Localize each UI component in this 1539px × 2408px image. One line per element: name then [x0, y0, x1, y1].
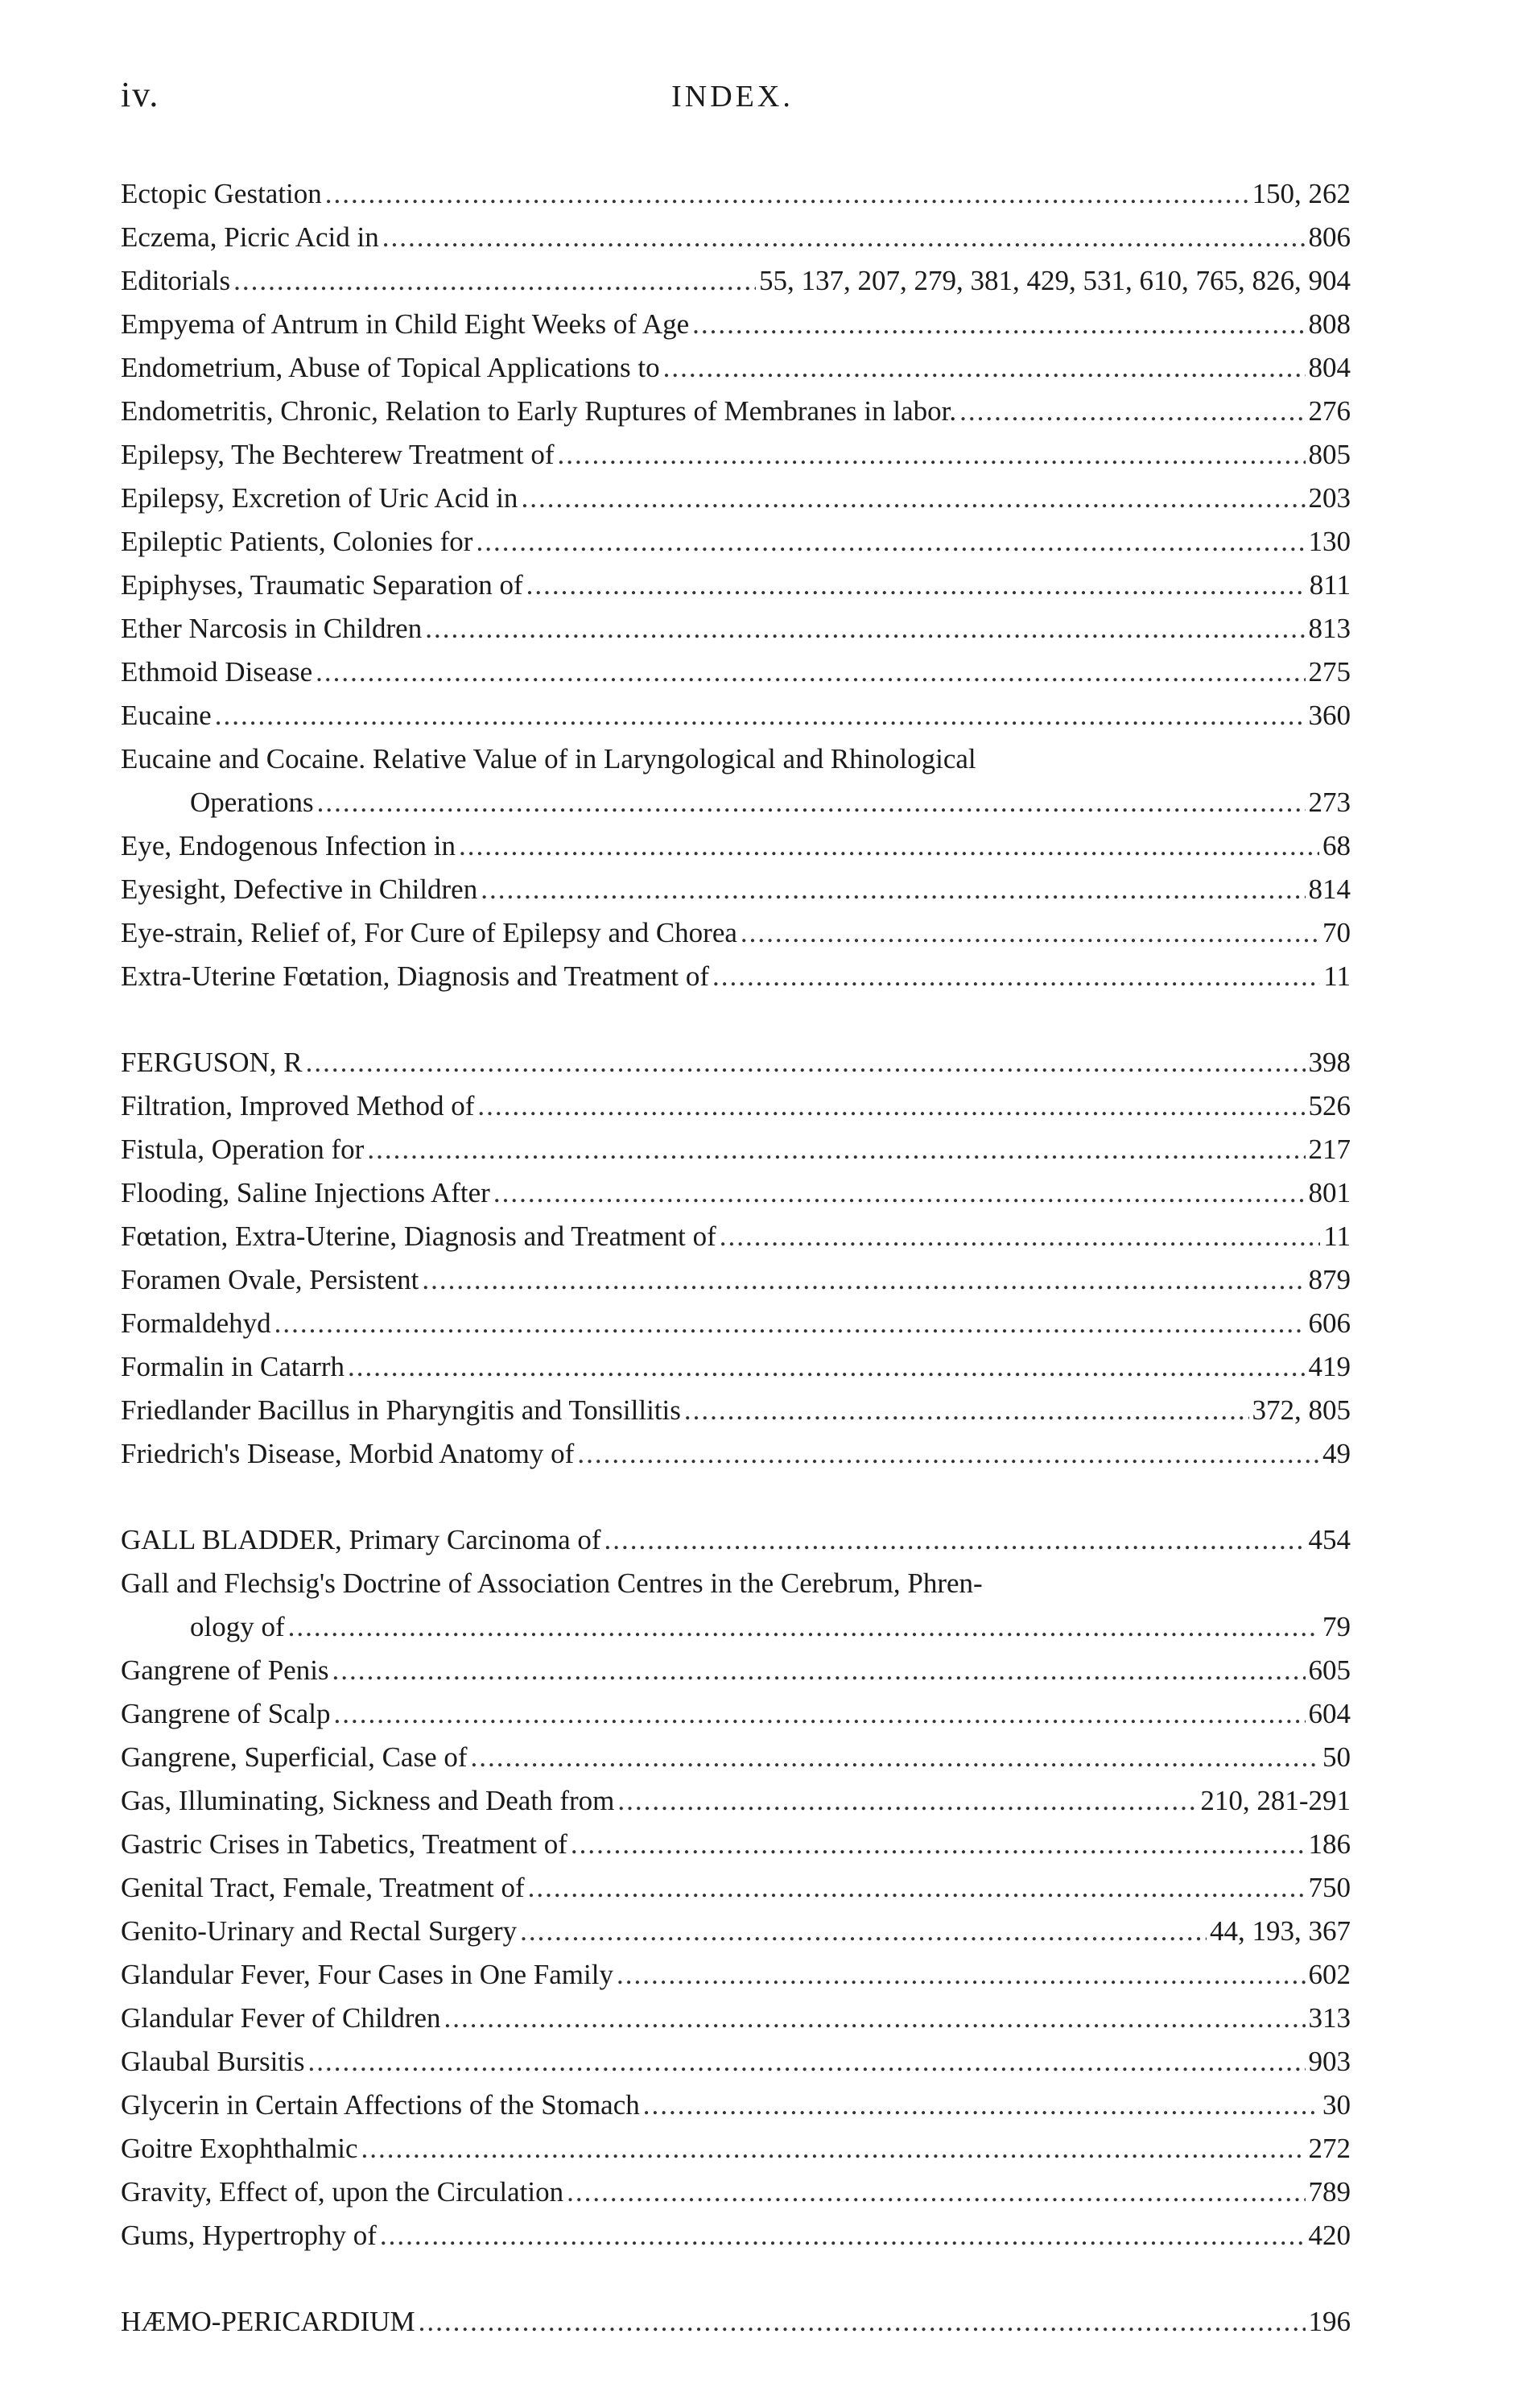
dot-leader — [348, 1345, 1305, 1389]
index-entry-term: Epiphyses, Traumatic Separation of — [121, 569, 523, 601]
dot-leader — [316, 651, 1305, 694]
index-entry-term: Glaubal Bursitis — [121, 2046, 305, 2077]
dot-leader — [493, 1171, 1306, 1215]
index-entry-term: Goitre Exophthalmic — [121, 2133, 358, 2164]
index-entry — [121, 1345, 1351, 1389]
index-entry — [121, 2300, 1351, 2344]
index-entry — [121, 781, 1351, 824]
dot-leader — [419, 2300, 1306, 2344]
dot-leader — [617, 1779, 1197, 1823]
dot-leader — [317, 781, 1306, 824]
index-entry-pages: 186 — [1308, 1828, 1351, 1860]
index-entry-pages: 203 — [1308, 482, 1351, 514]
index-entry-pages: 360 — [1308, 700, 1351, 731]
index-entry-term: Extra-Uterine Fœtation, Diagnosis and Treatment of — [121, 960, 709, 992]
index-entry-term: Friedlander Bacillus in Pharyngitis and Tonsillitis — [121, 1394, 681, 1426]
index-entry-pages: 11 — [1323, 1221, 1351, 1252]
index-entry-term: Gravity, Effect of, upon the Circulation — [121, 2176, 564, 2208]
dot-leader — [382, 216, 1306, 259]
index-entry-term: Gas, Illuminating, Sickness and Death from — [121, 1785, 615, 1816]
index-entry-term: Filtration, Improved Method of — [121, 1090, 475, 1121]
index-entry-term: Genito-Urinary and Rectal Surgery — [121, 1915, 518, 1947]
index-entry-term: Endometritis, Chronic, Relation to Early Ruptures of Membranes in labor. — [121, 395, 957, 427]
index-entry-pages: 420 — [1308, 2220, 1351, 2251]
dot-leader — [333, 1692, 1305, 1736]
index-entry — [121, 1605, 1351, 1649]
index-entry-term: Eczema, Picric Acid in — [121, 221, 379, 253]
index-entry-term: Glycerin in Certain Affections of the Stomach — [121, 2089, 640, 2121]
index-entry — [121, 1779, 1351, 1823]
index-entry-term: Endometrium, Abuse of Topical Applications to — [121, 352, 660, 383]
dot-leader — [684, 1389, 1249, 1432]
dot-leader — [526, 564, 1306, 607]
index-entry-term: Gangrene of Scalp — [121, 1698, 331, 1729]
index-entry — [121, 564, 1351, 607]
index-entry — [121, 1128, 1351, 1171]
index-entry-pages: 196 — [1308, 2306, 1351, 2337]
dot-leader — [520, 1910, 1207, 1953]
index-section — [121, 1518, 1351, 2257]
index-entry — [121, 1823, 1351, 1866]
dot-leader — [959, 390, 1305, 433]
dot-leader — [288, 1605, 1319, 1649]
index-entry-term: GALL BLADDER, Primary Carcinoma of — [121, 1524, 601, 1555]
index-entry — [121, 824, 1351, 868]
dot-leader — [459, 824, 1319, 868]
index-entry — [121, 303, 1351, 346]
index-entry-term: Epilepsy, Excretion of Uric Acid in — [121, 482, 518, 514]
index-entry-pages: 398 — [1308, 1047, 1351, 1078]
index-entry-term: Eye, Endogenous Infection in — [121, 830, 456, 861]
dot-leader — [692, 303, 1305, 346]
index-entry — [121, 1649, 1351, 1692]
index-section — [121, 2300, 1351, 2344]
index-entry-term: Gall and Flechsig's Doctrine of Association Centres in the Cerebrum, Phren- — [121, 1567, 983, 1599]
index-entry-term: Editorials — [121, 265, 231, 296]
index-entry-pages: 605 — [1308, 1654, 1351, 1686]
index-entry-pages: 750 — [1308, 1872, 1351, 1903]
dot-leader — [577, 1432, 1319, 1476]
index-entry-pages: 808 — [1308, 308, 1351, 340]
index-entry-pages: 604 — [1308, 1698, 1351, 1729]
dot-leader — [274, 1302, 1306, 1345]
index-entry-pages: 275 — [1308, 656, 1351, 688]
index-entry-pages: 602 — [1308, 1959, 1351, 1990]
index-entry-term: Fistula, Operation for — [121, 1134, 365, 1165]
index-entry — [121, 1258, 1351, 1302]
dot-leader — [521, 477, 1305, 520]
dot-leader — [361, 2127, 1306, 2171]
index-entry-term: Genital Tract, Female, Treatment of — [121, 1872, 525, 1903]
index-entry-pages: 606 — [1308, 1307, 1351, 1339]
dot-leader — [380, 2214, 1306, 2257]
index-entry-pages: 44, 193, 367 — [1210, 1915, 1351, 1947]
index-entry-pages: 217 — [1308, 1134, 1351, 1165]
running-head — [121, 74, 1344, 130]
index-entry-continuation: ology of — [190, 1611, 285, 1642]
index-entry-pages: 130 — [1308, 526, 1351, 557]
index-section — [121, 172, 1351, 998]
index-entry — [121, 172, 1351, 216]
index-entry-term: Gums, Hypertrophy of — [121, 2220, 377, 2251]
index-entry — [121, 1953, 1351, 1997]
dot-leader — [306, 1041, 1306, 1084]
index-entry-term: Fœtation, Extra-Uterine, Diagnosis and Treatment of — [121, 1221, 716, 1252]
dot-leader — [476, 520, 1305, 564]
dot-leader — [215, 694, 1306, 737]
dot-leader — [444, 1997, 1306, 2040]
index-entry — [121, 1910, 1351, 1953]
index-entry — [121, 2084, 1351, 2127]
index-entry-pages: 526 — [1308, 1090, 1351, 1121]
index-entry-term: Friedrich's Disease, Morbid Anatomy of — [121, 1438, 575, 1469]
index-entry-term: Ethmoid Disease — [121, 656, 313, 688]
index-entry-term: Glandular Fever of Children — [121, 2002, 441, 2034]
index-entry — [121, 346, 1351, 390]
index-entry-pages: 276 — [1308, 395, 1351, 427]
index-entry-pages: 789 — [1308, 2176, 1351, 2208]
index-entry-term: Glandular Fever, Four Cases in One Family — [121, 1959, 613, 1990]
index-entry-term: Ectopic Gestation — [121, 178, 322, 209]
index-entry — [121, 694, 1351, 737]
index-entry-pages: 454 — [1308, 1524, 1351, 1555]
index-entry-continuation: Operations — [190, 787, 314, 818]
dot-leader — [557, 433, 1305, 477]
index-entry-term: Empyema of Antrum in Child Eight Weeks of Age — [121, 308, 690, 340]
index-entry-term: Gastric Crises in Tabetics, Treatment of — [121, 1828, 567, 1860]
index-entry — [121, 1692, 1351, 1736]
dot-leader — [567, 2171, 1305, 2214]
index-entry-pages: 79 — [1322, 1611, 1351, 1642]
dot-leader — [477, 1084, 1305, 1128]
index-entry-pages: 372, 805 — [1252, 1394, 1351, 1426]
index-entry — [121, 520, 1351, 564]
index-entry — [121, 1866, 1351, 1910]
dot-leader — [643, 2084, 1319, 2127]
index-entry-term: HÆMO-PERICARDIUM — [121, 2306, 415, 2337]
index-entry-term: Gangrene of Penis — [121, 1654, 329, 1686]
index-entry-term: Gangrene, Superficial, Case of — [121, 1741, 468, 1773]
index-entry — [121, 1736, 1351, 1779]
index-entry — [121, 2127, 1351, 2171]
index-entry-pages: 55, 137, 207, 279, 381, 429, 531, 610, 765, 826, 904 — [759, 265, 1351, 296]
dot-leader — [367, 1128, 1305, 1171]
page-number: iv. — [121, 75, 160, 114]
index-entry — [121, 2040, 1351, 2084]
index-entry-term: Flooding, Saline Injections After — [121, 1177, 490, 1208]
index-entry — [121, 2171, 1351, 2214]
index-entry-pages: 419 — [1308, 1351, 1351, 1382]
index-entry-term: Epilepsy, The Bechterew Treatment of — [121, 439, 555, 470]
index-entry-term: Eyesight, Defective in Children — [121, 874, 478, 905]
dot-leader — [617, 1953, 1306, 1997]
index-entry-pages: 68 — [1322, 830, 1351, 861]
index-entry — [121, 1041, 1351, 1084]
index-entry-pages: 49 — [1322, 1438, 1351, 1469]
index-entry-pages: 811 — [1309, 569, 1351, 601]
index-entry — [121, 607, 1351, 651]
dot-leader — [741, 911, 1319, 955]
index-entry-term: Ether Narcosis in Children — [121, 613, 423, 644]
index-entry-pages: 801 — [1308, 1177, 1351, 1208]
dot-leader — [471, 1736, 1319, 1779]
dot-leader — [307, 2040, 1305, 2084]
dot-leader — [663, 346, 1306, 390]
index-entry — [121, 216, 1351, 259]
dot-leader — [604, 1518, 1306, 1562]
dot-leader — [332, 1649, 1306, 1692]
index-entry-term: Epileptic Patients, Colonies for — [121, 526, 473, 557]
dot-leader — [425, 607, 1305, 651]
index-entry-pages: 30 — [1322, 2089, 1351, 2121]
index-entry-pages: 814 — [1308, 874, 1351, 905]
index-entry-pages: 903 — [1308, 2046, 1351, 2077]
index-entry-pages: 879 — [1308, 1264, 1351, 1295]
dot-leader — [528, 1866, 1306, 1910]
index-entry-pages: 272 — [1308, 2133, 1351, 2164]
index-entry — [121, 1084, 1351, 1128]
index-entry — [121, 868, 1351, 911]
index-entry — [121, 955, 1351, 998]
index-entry-pages: 804 — [1308, 352, 1351, 383]
dot-leader — [422, 1258, 1305, 1302]
dot-leader — [571, 1823, 1306, 1866]
index-entry-pages: 50 — [1322, 1741, 1351, 1773]
index-section — [121, 1041, 1351, 1476]
index-entry — [121, 433, 1351, 477]
index-body — [121, 172, 1351, 2344]
index-entry — [121, 1171, 1351, 1215]
index-entry-pages: 273 — [1308, 787, 1351, 818]
index-entry-term: FERGUSON, R — [121, 1047, 303, 1078]
index-entry-term: Eucaine — [121, 700, 212, 731]
index-entry-term: Formaldehyd — [121, 1307, 271, 1339]
index-entry — [121, 477, 1351, 520]
index-entry — [121, 911, 1351, 955]
index-entry-term: Foramen Ovale, Persistent — [121, 1264, 419, 1295]
index-entry — [121, 651, 1351, 694]
dot-leader — [233, 259, 756, 303]
dot-leader — [481, 868, 1305, 911]
index-entry-pages: 813 — [1308, 613, 1351, 644]
index-entry — [121, 1518, 1351, 1562]
index-entry — [121, 390, 1351, 433]
index-entry-pages: 150, 262 — [1252, 178, 1351, 209]
index-entry — [121, 1302, 1351, 1345]
page-title: INDEX. — [671, 80, 794, 114]
index-entry — [121, 1432, 1351, 1476]
index-entry-term: Formalin in Catarrh — [121, 1351, 345, 1382]
index-entry — [121, 1215, 1351, 1258]
index-entry-pages: 805 — [1308, 439, 1351, 470]
index-entry — [121, 1389, 1351, 1432]
dot-leader — [325, 172, 1249, 216]
index-entry — [121, 2214, 1351, 2257]
index-entry-pages: 70 — [1322, 917, 1351, 948]
index-entry — [121, 1997, 1351, 2040]
index-entry-pages: 806 — [1308, 221, 1351, 253]
index-entry-pages: 313 — [1308, 2002, 1351, 2034]
dot-leader — [712, 955, 1320, 998]
index-entry-term: Eye-strain, Relief of, For Cure of Epilepsy and Chorea — [121, 917, 737, 948]
index-entry-pages: 11 — [1323, 960, 1351, 992]
dot-leader — [720, 1215, 1321, 1258]
index-entry — [121, 259, 1351, 303]
index-entry-term: Eucaine and Cocaine. Relative Value of in Laryngological and Rhinological — [121, 743, 976, 774]
index-entry-pages: 210, 281-291 — [1200, 1785, 1351, 1816]
